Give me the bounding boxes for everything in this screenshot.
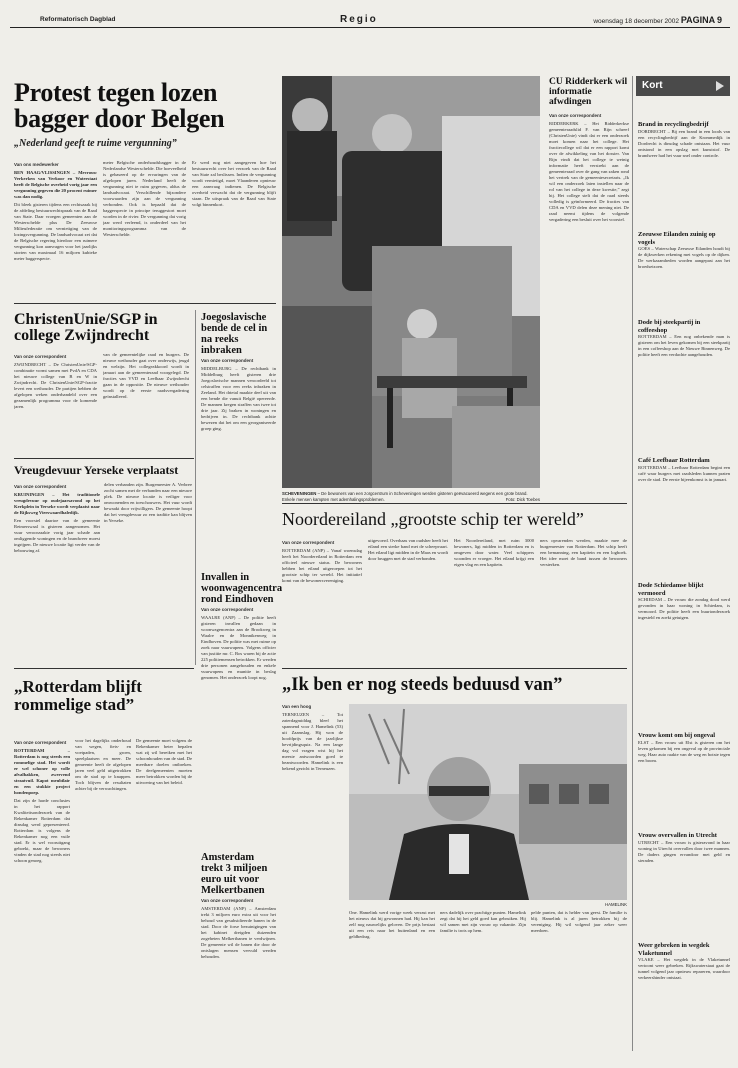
kort-item-title[interactable]: Dode Schiedamse blijkt vermoord (638, 582, 704, 597)
main-article-text1: Dit bleek gisteren tijdens een rechtszaak bij de afdeling bestuursrechtspraak van de Raad van State. Daar vroegen gemeenten aan de Westerschelde plus De Zeeuwse Milieufederatie om vernietiging van de lozingsvergunning. De landsadvocaat zei dat de Belgische regering hierdoor een ruimere vergunning kon aanvragen voor het jaarlijks storten van maximaal 16 miljoen kubieke meter baggerspecie. (14, 202, 97, 261)
hamelink-photo-image (349, 704, 627, 900)
amsterdam-byline: Van onze correspondent (201, 898, 254, 903)
cu-ridderkerk-byline: Van onze correspondent (549, 113, 602, 118)
kort-item-body: VLAKE – Het wegdek in de Vlaketunnel vertoont weer gebreken. Rijkswaterstaat gaat de tunnel volgend jaar opnieuw repareren, waardoor verkeershinder ontstaat. (638, 957, 730, 980)
cu-sgp-text1: ZWIJNDRECHT – De ChristenUnie/SGP-combinatie vormt samen met PvdA en CDA het nieuwe college van B en W in Zwijndrecht. De ChristenUnie/SGP-fractie levert een wethouder. De partijen hebben de afgelopen weken onderhandeld over een gezamenlijk programma voor de komende jaren. (14, 362, 97, 409)
hamelink-photo (349, 704, 627, 900)
rotterdam-article (14, 678, 192, 714)
kort-item (638, 829, 730, 939)
page-info (593, 15, 722, 25)
noordereiland-col2: uitgevoerd. Overhaas van oudsher heeft het eiland een sterke band met de scheepvaart. Het eiland ligt midden in de Maas en wordt door bruggen met de stad verbonden. (368, 538, 448, 561)
noordereiland-col1 (282, 538, 362, 663)
kort-item-body: UTRECHT – Een vrouw is gisteravond in haar woning in Utrecht overvallen door twee mannen. De daders gingen ervandoor met geld en sieraden. (638, 839, 730, 863)
divider (14, 458, 194, 459)
vreugde-text1: Een voorstel daartoe van de gemeente Reimerswaal is gisteren aangenomen. Het vuur veroorzaakte vorig jaar schade aan omliggende woningen en de brandweer moest ingrijpen. De nieuwe locatie ligt verder van de bebouwing af. (14, 518, 100, 553)
cu-sgp-byline: Van onze correspondent (14, 354, 67, 359)
beduusd-byline: Van een hoog (282, 704, 312, 709)
beduusd-col2: One. Hamelink werd vorige week verrast met het nieuws dat hij gewonnen had. Hij kan het zelf nog nauwelijks geloven. De prijs bestaat uit een reis naar het buitenland en een geldbedrag. (349, 910, 435, 939)
beduusd-col3: ners dadelijk over prachtige punten. Hamelink zegt dat hij het geld goed kan gebruiken. Hij wil samen met zijn vrouw op vakantie. Zijn familie is trots op hem. (440, 910, 526, 933)
kort-item-body: GOES – Waterschap Zeeuwse Eilanden houdt bij de dijkwerken rekening met vogels op de dijken. De werkzaamheden worden aangepast aan het broedseizoen. (638, 246, 730, 269)
newspaper-name: Reformatorisch Dagblad (40, 16, 116, 23)
invallen-article (201, 572, 283, 763)
column-divider (195, 310, 196, 665)
vreugde-byline: Van onze correspondent (14, 484, 67, 489)
joegoslav-article (201, 312, 276, 466)
kort-item-title[interactable]: Vrouw komt om bij ongeval (638, 732, 716, 739)
rotterdam-col1 (14, 738, 70, 1053)
rotterdam-col2: voor het dagelijks onderhoud van wegen, fiets- en voetpaden, groen, speelplaatsen en meer. De gemeente heeft de afgelopen jaren veel geld uitgetrokken om de stad op te knappen. Toch blijven de resultaten achter bij de verwachtingen. (75, 738, 131, 791)
kort-item-title[interactable]: Dode bij steekpartij in coffeeshop (638, 319, 701, 334)
beduusd-article (282, 676, 627, 694)
section-name: Regio (340, 14, 378, 25)
evacuation-photo (282, 76, 540, 488)
page-date: woensdag 18 december 2002 (593, 18, 680, 25)
kort-item-body: DORDRECHT – Bij een brand in een loods van een recyclingbedrijf aan de Krommedijk in Dordrecht is dinsdag schade ontstaan. Het vuur ontstond in een opslag met kunststof. De brandweer had het vuur snel onder controle. (638, 128, 730, 158)
arrow-right-icon (716, 81, 724, 91)
joegoslav-body: MIDDELBURG – De rechtbank in Middelburg heeft gisteren drie Joegoslavische mannen veroordeeld tot celstraffen voor een reeks inbraken in Zeeland. Het drietal maakte deel uit van een bende die vanuit België opereerde. De mannen kregen straffen van twee tot drie jaar. Zij braken in woningen en bedrijven in. De rechtbank achtte bewezen dat het om een georganiseerde groep ging. (201, 366, 276, 431)
kort-item (638, 729, 730, 829)
vreugde-article (14, 464, 194, 477)
kort-item (638, 579, 730, 729)
kort-item (638, 228, 730, 316)
kort-item-body: SCHIEDAM – De vrouw die zondag dood werd gevonden in haar woning in Schiedam, is vermoord. De politie heeft een buurtonderzoek ingesteld en zoekt getuigen. (638, 597, 730, 620)
page-header (10, 14, 730, 28)
main-article-col3: Er werd nog niet aangegeven hoe het bestuursrecht over het verzoek van de Raad van State zal beslissen. Indien de vergunning wordt vernietigd, moet Vlaanderen opnieuw een aanvraag indienen. De Belgische overheid verwacht dat de vergunning blijft staan. De uitspraak van de Raad van State volgt binnenkort. (192, 160, 276, 207)
rotterdam-byline: Van onze correspondent (14, 740, 67, 745)
amsterdam-body: AMSTERDAM (ANP) – Amsterdam trekt 3 miljoen euro extra uit voor het behoud van gesubsidieerde banen in de stad. Door de forse bezuinigingen van het kabinet dreigden duizenden zogeheten Melkertbanen te verdwijnen. De gemeente wil de banen die door de ontslagen mensen vervuld werden behouden. (201, 906, 276, 959)
kort-item-title[interactable]: Zeeuwse Eilanden zuinig op vogels (638, 231, 716, 246)
kort-list (638, 118, 730, 1053)
cu-sgp-article (14, 312, 189, 344)
rotterdam-lead: ROTTERDAM – Rotterdam is nog steeds een rommelige stad. Het wordt er wel schoner op volle afvalbakken, zwervend straatvuil. Kapot meubilair en een stukkie project hondenpoep. (14, 748, 70, 795)
kort-item-body: ROTTERDAM – Een nog onbekende man is gisteren om het leven gekomen bij een steekpartij in een coffeeshop aan de Nieuwe Binnenweg. De politie heeft een verdachte aangehouden. (638, 334, 730, 357)
evacuation-photo-image (282, 76, 540, 488)
noordereiland-title[interactable]: Noordereiland „grootste schip ter wereld” (282, 509, 584, 529)
divider (14, 303, 276, 304)
evacuation-photo-caption (282, 491, 540, 502)
rotterdam-col3: De gemeente moet volgens de Rekenkamer beter bepalen wat zij wil bereiken met het schoonhouden van de stad. De meetbare doelen ontbreken. De deelgemeenten moeten meer betrokken worden bij de uitvoering van het beleid. (136, 738, 192, 785)
invallen-byline: Van onze correspondent (201, 607, 254, 612)
caption-text: – De bewoners van een zorgcentrum in Scheveningen werden gisteren geëvacueerd wegens een grote brand. Enkele mensen kampten met ademhalingsproblemen. (282, 491, 528, 502)
noordereiland-article (282, 510, 627, 528)
invallen-body: WAALRE (ANP) – De politie heeft gisteren invallen gedaan in woonwagencentra aan de Brookweg in Waalre en de Monnikenweg in Eindhoven. De politie was met ruime op zoek naar vuurwapens. Volgens officier van justitie mr. C. Bos waren bij de actie 225 politiemensen betrokken. Er werden drie personen aangehouden en enkele vuurwapens en munitie in beslag genomen. Het onderzoek loopt nog. (201, 615, 276, 680)
kort-item-body: ELST – Een vrouw uit Elst is gisteren om het leven gekomen bij een ongeval op de provinciale weg. Haar auto raakte van de weg en botste tegen een boom. (638, 739, 730, 763)
vreugde-lead: KRUININGEN – Het traditionele vreugdevuur op oudejaarsavond op het Kerkplein in Yerseke wordt verplaatst naar de Rijksweg Vierswaardhaledijk. (14, 492, 100, 515)
cu-ridderkerk-article (549, 77, 629, 506)
hamelink-photo-credit: HAMELINK (605, 902, 627, 907)
divider (282, 668, 627, 669)
cu-sgp-title[interactable]: ChristenUnie/SGP in college Zwijndrecht (14, 311, 158, 344)
divider (14, 668, 194, 669)
noordereiland-col4: ners opvarenden werden, maakte mee de burgemeester van Rotterdam. Het schip heeft een bemanning, een kapitein en een logboek. Het idee moet de band tussen de bewoners versterken. (540, 538, 627, 567)
column-divider (632, 76, 633, 1051)
kort-item (638, 316, 730, 454)
photo-credit: Foto: Dick Toebes (505, 496, 540, 502)
cu-sgp-col2: van de gemeentelijke raad en burgers. De nieuwe wethouder gaat over onderwijs, jeugd en welzijn. Het collegeakkoord wordt in januari aan de gemeenteraad voorgelegd. De fracties van VVD en Leefbaar Zwijndrecht gaan in de oppositie. De nieuwe wethouder wordt op de eerste raadsvergadering geïnstalleerd. (103, 352, 189, 399)
beduusd-title[interactable]: „Ik ben er nog steeds beduusd van” (282, 675, 563, 695)
invallen-title[interactable]: Invallen in woonwagencentra rond Eindhoven (201, 572, 283, 605)
kort-item-body: ROTTERDAM – Leefbaar Rotterdam begint een café waar burgers met raadsleden kunnen praten over de stad. De eerste bijeenkomst is in januari. (638, 464, 730, 482)
kort-header (636, 76, 730, 96)
page-number: 9 (716, 15, 722, 25)
beduusd-text1: TERNEUZEN – Tot zaterdagmiddag bleef het spannend voor J. Hamelink (53) uit Zaamslag. Hij won de hoofdprijs van de jaarlijkse bevrijdingsquiz. Na een lange dag vol vragen wist hij het meeste antwoorden goed te beantwoorden. Hamelink is een bekend gezicht in Terneuzen. (282, 712, 343, 771)
kort-item (638, 454, 730, 579)
kort-item-title[interactable]: Brand in recyclingbedrijf (638, 121, 709, 128)
kort-item (638, 939, 730, 1049)
vreugde-col1 (14, 482, 100, 662)
main-article-col1 (14, 160, 97, 298)
main-article (14, 80, 276, 149)
joegoslav-byline: Van onze correspondent (201, 358, 254, 363)
main-article-lead: BEN HAAG/VLISSINGEN – Mevrouw Verkerken van Verkoor en Waterstaat heeft de Belgische overheid vorig jaar een vergunning gegeven die 20 procent ruimer was dan nodig. (14, 170, 97, 199)
main-article-byline: Van ons medewerker (14, 162, 59, 167)
amsterdam-title[interactable]: Amsterdam trekt 3 miljoen euro uit voor Melkertbanen (201, 852, 268, 896)
kort-item (638, 118, 730, 228)
beduusd-col1 (282, 702, 343, 902)
vreugde-title[interactable]: Vreugdevuur Yerseke verplaatst (14, 463, 179, 477)
kort-item-title[interactable]: Weer gebreken in wegdek Vlaketunnel (638, 942, 710, 957)
main-article-subtitle: „Nederland geeft te ruime vergunning” (14, 138, 177, 149)
kort-item-title[interactable]: Café Leefbaar Rotterdam (638, 457, 710, 464)
rotterdam-text1: Dat zijn de harde conclusies in het rapport Kwaliteitsonderzoek van de Rekenkamer Rotterdam dat dinsdag werd gepresenteerd. Rotterdam is volgens de Rekenkamer nog een vuile stad. Er is wel vooruitgang geboekt, maar de bewoners vinden de stad nog steeds niet schoon genoeg. (14, 798, 70, 863)
caption-tag: SCHEVENINGEN (282, 491, 317, 496)
main-article-col2: meter Belgische onderhoudsbagger in de Nederlandse Westerschelde. Die hoeveelheid is gebaseerd op de ervaringen van de afgelopen jaren. Nederland heeft de vergunning niet te ruim gegeven, aldus de landsadvocaat. Verschillende bijzondere voorwaarden zijn aan de vergunning verbonden. Ook is bepaald dat de baggerspecie in principe teruggestort moet worden in de rivier. De vergunning dat vorig jaar werd verleend, is onderdeel van het monitoringsprogramma van de Westerschelde. (103, 160, 186, 237)
main-article-title[interactable]: Protest tegen lozen bagger door Belgen (14, 78, 225, 133)
kort-item-title[interactable]: Vrouw overvallen in Utrecht (638, 832, 717, 839)
cu-sgp-col1 (14, 352, 97, 450)
joegoslav-title[interactable]: Joegoslavische bende de cel in na reeks inbraken (201, 312, 268, 356)
amsterdam-article (201, 852, 276, 1056)
beduusd-col4: pelde punten, dat is helder van geest. De familie is blij. Hamelink is al jaren betrokken bij de vereniging. Hij wil volgend jaar zeker weer meedoen. (531, 910, 627, 933)
kort-label: Kort (642, 80, 663, 91)
divider (282, 503, 627, 504)
cu-ridderkerk-body: RIDDERKERK – Het Ridderkerkse gemeenteraadslid F. van Rijn schreef (ChristenUnie) vindt dat er een onderzoek moet komen naar het college. Het fractiecollege wil dat er een rapport komt over de afwikkeling van het dossier. Van Rijn vindt dat het college te weinig informatie heeft verstrekt aan de gemeenteraad over de gang van zaken rond het vertrek van de gemeentesecretaris. „Ik wil een onderzoek laten instellen naar de rol van het college in deze kwestie,” zegt hij. Het college stelt dat de raad steeds volledig is geïnformeerd. De fracties van CDA en VVD delen deze mening niet. De raad neemt tijdens de volgende vergadering een besluit over het voorstel. (549, 121, 629, 222)
noordereiland-col3: Het Noordereiland, met ruim 3000 bewoners, ligt midden in Rotterdam en is omgeven door water. Veel schippers woonden er vroeger. Het eiland krijgt een eigen vlag en een kapitein. (454, 538, 534, 567)
noordereiland-text1: ROTTERDAM (ANP) – Vanaf woensdag heeft het Noordereiland in Rotterdam een officieel nieuwe status. De bewoners hebben het eiland uitgeroepen tot het grootste schip ter wereld. Het initiatief komt van de bewonersvereniging. (282, 548, 362, 583)
cu-ridderkerk-title[interactable]: CU Ridderkerk wil informatie afwdingen (549, 77, 628, 107)
noordereiland-byline: Van onze correspondent (282, 540, 335, 545)
page-label: PAGINA (680, 15, 716, 25)
vreugde-col2: delen verbanden zijn. Burgemeester A. Verbree zocht samen met de verbanden naar een nieuwe plek. De nieuwe locatie is veiliger voor omwonenden en toeschouwers. Het vuur wordt bewaakt door vrijwilligers. De gemeente hoopt dat het vreugdevuur zo een traditie kan blijven in Yerseke. (104, 482, 192, 523)
rotterdam-title[interactable]: „Rotterdam blijft rommelige stad” (14, 677, 142, 714)
